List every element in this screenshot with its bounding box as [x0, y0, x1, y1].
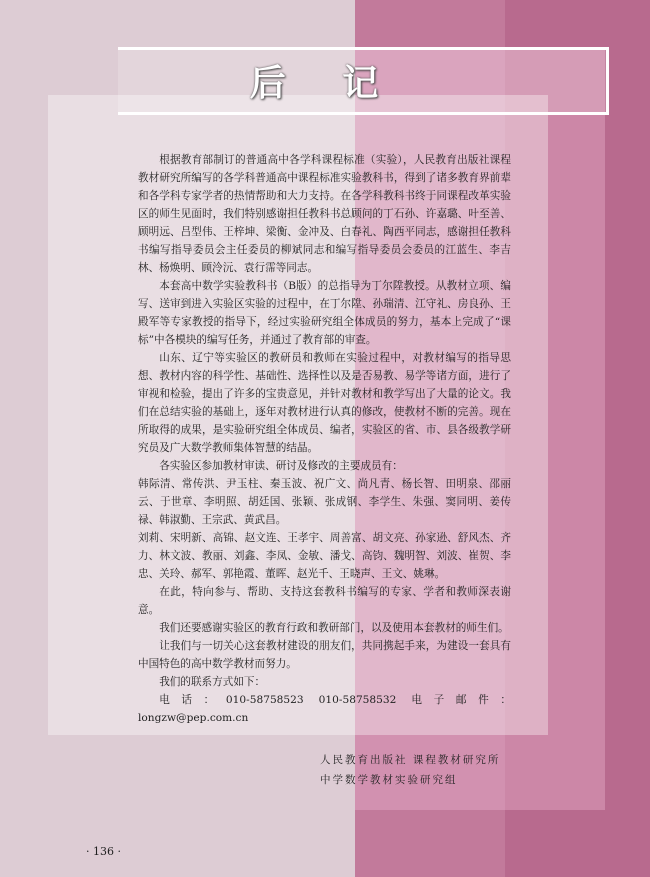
paragraph-experiment: 山东、辽宁等实验区的教研员和教师在实验过程中，对教材编写的指导思想、教材内容的科学性、基础性、选择性以及是否易教、易学等诸方面，进行了审视和检验，提出了许多的宝贵意见，并针对教材和教学写出了大量的论文。我们在总结实验的基础上，逐年对教材进行认真的修改，使教材不断的完善。现在所取得的成果，是实验研究组全体成员、编者，实验区的省、市、县各级教学研究员及广大数学教师集体智慧的结晶。	[138, 352, 511, 454]
signature-line-2: 中学数学教材实验研究组	[320, 774, 458, 786]
page-number: · 136 ·	[86, 845, 121, 858]
paragraph-thanks-experts: 在此，特向参与、帮助、支持这套教科书编写的专家、学者和教师深表谢意。	[138, 586, 511, 616]
paragraph-members-heading: 各实验区参加教材审读、研讨及修改的主要成员有：	[159, 460, 403, 472]
paragraph-call: 让我们与一切关心这套教材建设的朋友们，共同携起手来，为建设一套具有中国特色的高中数学教材而努力。	[138, 640, 511, 670]
paragraph-intro: 根据教育部制订的普通高中各学科课程标准（实验），人民教育出版社课程教材研究所编写的各学科普通高中课程标准实验教科书，得到了诸多教育界前辈和各学科专家学者的热情帮助和大力支持。在各学科教科书终于同课程改革实验区的师生见面时，我们特别感谢担任教科书总顾问的丁石孙、许嘉璐、叶至善、顾明远、吕型伟、王梓坤、梁衡、金冲及、白春礼、陶西平同志，感谢担任教科书编写指导委员会主任委员的柳斌同志和编写指导委员会委员的江蓝生、李吉林、杨焕明、顾泠沅、袁行霈等同志。	[138, 154, 511, 274]
signature	[320, 750, 500, 790]
contact-info: 电话：010-58758523 010-58758532 电子邮件：longzw@pep.com.cn	[138, 694, 511, 724]
page-title: 后 记	[249, 63, 401, 104]
members-list-2: 刘莉、宋明新、高锦、赵文连、王孝宇、周善富、胡文亮、孙家逊、舒风杰、齐力、林文波、教丽、刘鑫、李凤、金敏、潘戈、高钧、魏明智、刘波、崔贺、李忠、关玲、郝军、郭艳霞、董晖、赵光千、王晓声、王文、姚琳。	[138, 532, 511, 580]
main-text	[138, 151, 511, 727]
paragraph-thanks-teachers: 我们还要感谢实验区的教育行政和教研部门，以及使用本套教材的师生们。	[159, 622, 509, 634]
paragraph-editor: 本套高中数学实验教科书（B版）的总指导为丁尔陞教授。从教材立项、编写、送审到进入实验区实验的过程中，在丁尔陞、孙瑞清、江守礼、房良孙、王殿军等专家教授的指导下，经过实验研究组全体成员的努力，基本上完成了“课标”中各模块的编写任务，并通过了教育部的审查。	[138, 280, 511, 346]
paragraph-contact-heading: 我们的联系方式如下：	[159, 676, 266, 688]
signature-line-1: 人民教育出版社 课程教材研究所	[320, 754, 501, 766]
members-list-1: 韩际清、常传洪、尹玉柱、秦玉波、祝广文、尚凡青、杨长智、田明泉、邵丽云、于世章、李明照、胡廷国、张颖、张成钢、李学生、朱强、窦同明、姜传禄、韩淑勤、王宗武、黄武昌。	[138, 478, 511, 526]
